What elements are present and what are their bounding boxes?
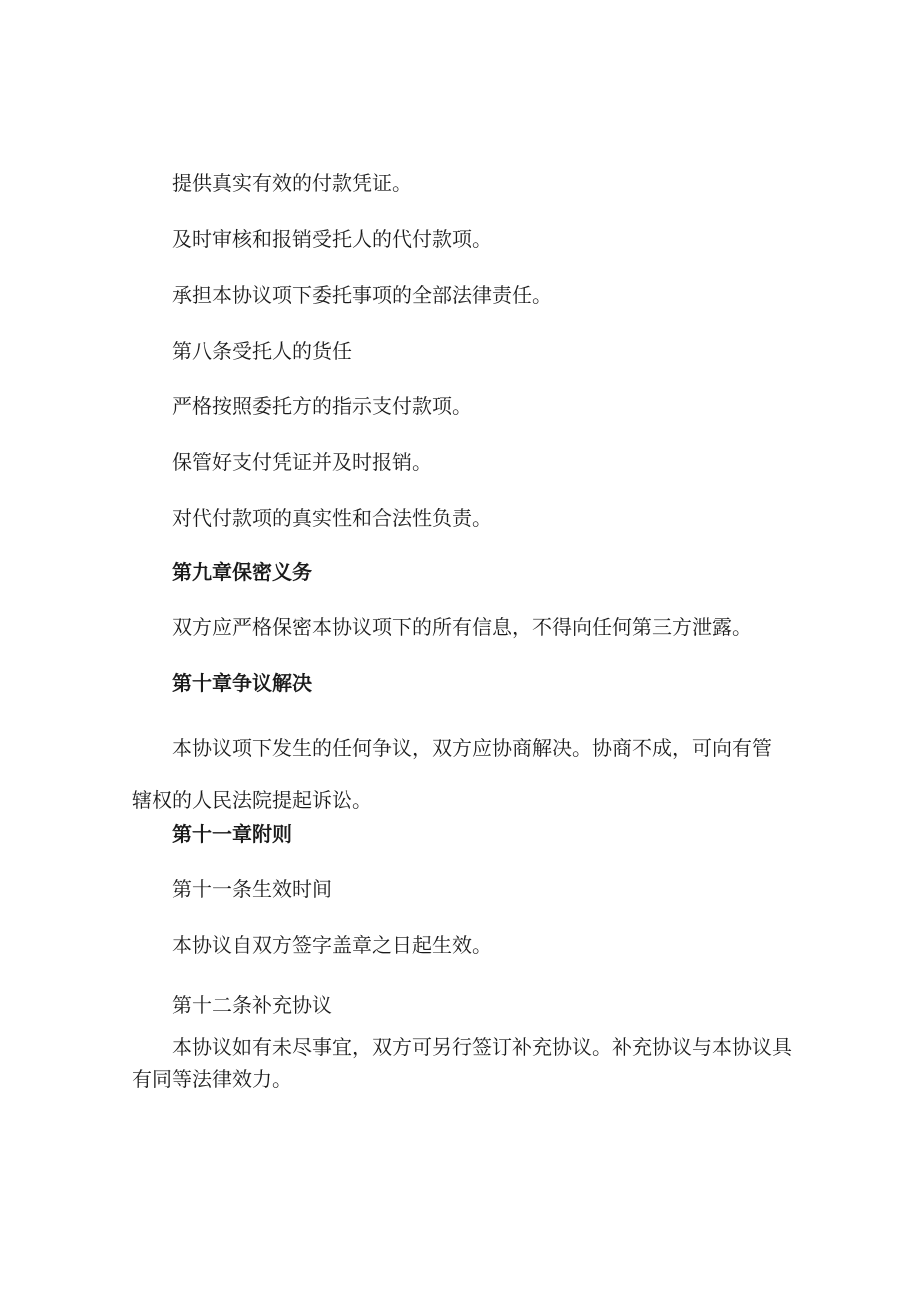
chapter-heading: 第九章保密义务	[172, 560, 312, 584]
paragraph: 本协议项下发生的任何争议，双方应协商解决。协商不成，可向有管辖权的人民法院提起诉讼。	[132, 736, 772, 812]
chapter-heading: 第十章争议解决	[172, 671, 312, 695]
text-line: 双方应严格保密本协议项下的所有信息，不得向任何第三方泄露。	[172, 615, 752, 639]
text-line: 严格按照委托方的指示支付款项。	[172, 394, 472, 418]
article-title: 第十二条补充协议	[172, 993, 332, 1017]
text-line: 承担本协议项下委托事项的全部法律责任。	[172, 283, 552, 307]
text-line: 提供真实有效的付款凭证。	[172, 171, 412, 195]
chapter-heading: 第十一章附则	[172, 822, 292, 846]
text-line: 对代付款项的真实性和合法性负责。	[172, 506, 492, 530]
text-line: 本协议自双方签字盖章之日起生效。	[172, 933, 492, 957]
text-line: 及时审核和报销受托人的代付款项。	[172, 227, 492, 251]
text-line: 保管好支付凭证并及时报销。	[172, 450, 432, 474]
paragraph: 本协议如有未尽事宜，双方可另行签订补充协议。补充协议与本协议具有同等法律效力。	[132, 1035, 792, 1091]
article-title: 第八条受托人的货任	[172, 339, 352, 363]
article-title: 第十一条生效时间	[172, 877, 332, 901]
